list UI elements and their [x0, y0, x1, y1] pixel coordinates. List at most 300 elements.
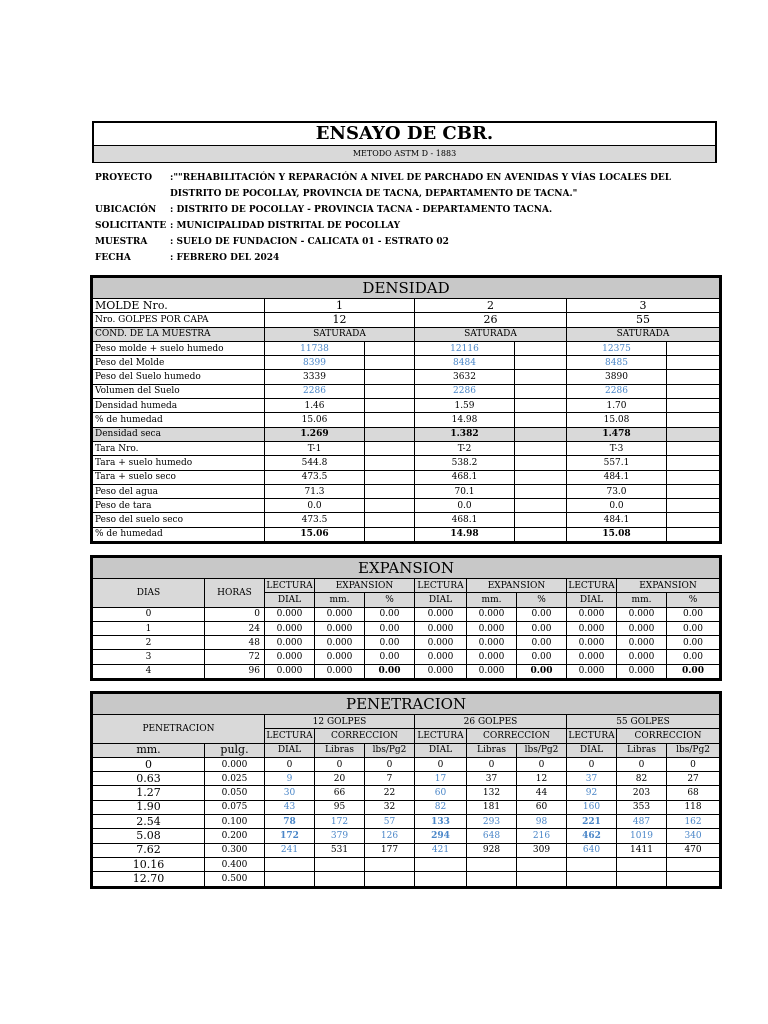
expansion-value: 0.00: [667, 636, 720, 650]
penetracion-value: 7: [365, 772, 415, 786]
row-value: T-3: [567, 441, 667, 455]
penetracion-value: 379: [315, 829, 365, 843]
cond-value: SATURADA: [265, 327, 415, 341]
empty-cell: [365, 413, 415, 427]
row-value: 0.0: [415, 499, 515, 513]
empty-cell: [667, 456, 720, 470]
penetracion-value: [365, 872, 415, 886]
row-value: 14.98: [415, 527, 515, 541]
dias-value: 4: [93, 664, 205, 678]
lbs-header: lbs/Pg2: [667, 743, 720, 757]
dial-header: DIAL: [265, 743, 315, 757]
penetracion-value: 68: [667, 786, 720, 800]
pulg-value: 0.100: [205, 815, 265, 829]
penetracion-value: 172: [315, 815, 365, 829]
penetracion-value: 0: [315, 757, 365, 771]
penetracion-value: [517, 872, 567, 886]
empty-cell: [515, 413, 567, 427]
cond-value: SATURADA: [415, 327, 567, 341]
empty-cell: [515, 456, 567, 470]
expansion-value: 0.000: [567, 664, 617, 678]
project-info: [95, 170, 735, 266]
penetracion-row: [93, 757, 720, 771]
penetracion-value: 32: [365, 800, 415, 814]
expansion-value: 0.000: [467, 636, 517, 650]
penetracion-value: 0: [667, 757, 720, 771]
empty-cell: [365, 513, 415, 527]
penetracion-value: 221: [567, 815, 617, 829]
row-label: Peso de tara: [93, 499, 265, 513]
expansion-row: [93, 664, 720, 678]
dias-value: 2: [93, 636, 205, 650]
row-value: 11738: [265, 341, 365, 355]
row-value: 538.2: [415, 456, 515, 470]
empty-cell: [365, 427, 415, 441]
penetracion-row: [93, 843, 720, 857]
penetracion-value: 928: [467, 843, 517, 857]
penetracion-value: [567, 872, 617, 886]
penetracion-value: [467, 857, 517, 871]
dias-value: 0: [93, 607, 205, 621]
empty-cell: [365, 370, 415, 384]
row-value: 557.1: [567, 456, 667, 470]
dial-header: DIAL: [415, 743, 467, 757]
dial-header: DIAL: [567, 593, 617, 607]
row-label: Peso del agua: [93, 484, 265, 498]
row-value: 3632: [415, 370, 515, 384]
penetracion-row: [93, 815, 720, 829]
empty-cell: [667, 499, 720, 513]
expansion-value: 0.00: [667, 664, 720, 678]
penetracion-value: 37: [567, 772, 617, 786]
penetracion-value: 340: [667, 829, 720, 843]
penetracion-value: [315, 872, 365, 886]
expansion-value: 0.000: [617, 650, 667, 664]
penetracion-value: 293: [467, 815, 517, 829]
dias-value: 3: [93, 650, 205, 664]
empty-cell: [365, 527, 415, 541]
golpes-label: Nro. GOLPES POR CAPA: [93, 313, 265, 327]
empty-cell: [667, 341, 720, 355]
penetracion-value: 43: [265, 800, 315, 814]
penetracion-value: 309: [517, 843, 567, 857]
molde-value: 3: [567, 299, 720, 313]
empty-cell: [667, 441, 720, 455]
penetracion-value: 0: [617, 757, 667, 771]
expansion-value: 0.000: [265, 636, 315, 650]
expansion-value: 0.00: [667, 621, 720, 635]
empty-cell: [365, 399, 415, 413]
pulg-value: 0.300: [205, 843, 265, 857]
empty-cell: [365, 470, 415, 484]
libras-header: Libras: [315, 743, 365, 757]
empty-cell: [365, 356, 415, 370]
row-value: 15.08: [567, 527, 667, 541]
expansion-title: EXPANSION: [93, 558, 720, 579]
row-value: 1.46: [265, 399, 365, 413]
pulg-value: 0.500: [205, 872, 265, 886]
expansion-value: 0.000: [265, 664, 315, 678]
penetracion-value: 640: [567, 843, 617, 857]
lectura-header: LECTURA: [265, 579, 315, 593]
empty-cell: [667, 399, 720, 413]
info-value: :""REHABILITACIÓN Y REPARACIÓN A NIVEL DE PARCHADO EN AVENIDAS Y VÍAS LOCALES DEL: [170, 173, 672, 183]
expansion-value: 0.000: [265, 607, 315, 621]
pulg-value: 0.400: [205, 857, 265, 871]
info-value: : MUNICIPALIDAD DISTRITAL DE POCOLLAY: [170, 221, 401, 231]
row-value: 15.06: [265, 527, 365, 541]
penetracion-value: [315, 857, 365, 871]
mm-value: 2.54: [93, 815, 205, 829]
expansion-table: [92, 557, 720, 679]
empty-cell: [515, 427, 567, 441]
group-header: 26 GOLPES: [415, 715, 567, 729]
row-label: Densidad seca: [93, 427, 265, 441]
row-value: 484.1: [567, 513, 667, 527]
expansion-value: 0.000: [415, 607, 467, 621]
expansion-value: 0.00: [517, 607, 567, 621]
info-value: : FEBRERO DEL 2024: [170, 253, 280, 263]
penetracion-value: 241: [265, 843, 315, 857]
row-label: Tara + suelo humedo: [93, 456, 265, 470]
expansion-value: 0.00: [365, 621, 415, 635]
dial-header: DIAL: [415, 593, 467, 607]
expansion-value: 0.000: [467, 621, 517, 635]
correccion-header: CORRECCION: [617, 729, 720, 743]
densidad-row: [93, 370, 720, 384]
densidad-row: [93, 470, 720, 484]
penetracion-value: [415, 857, 467, 871]
penetracion-value: 78: [265, 815, 315, 829]
horas-header: HORAS: [205, 579, 265, 608]
densidad-table: [92, 277, 720, 542]
penetracion-row: [93, 772, 720, 786]
densidad-row: [93, 427, 720, 441]
expansion-row: [93, 650, 720, 664]
empty-cell: [515, 341, 567, 355]
expansion-header: EXPANSION: [467, 579, 567, 593]
mm-value: 7.62: [93, 843, 205, 857]
lbs-header: lbs/Pg2: [517, 743, 567, 757]
title-box: [92, 121, 717, 163]
info-key: FECHA: [95, 253, 131, 263]
empty-cell: [667, 427, 720, 441]
penetracion-value: 0: [567, 757, 617, 771]
empty-cell: [515, 441, 567, 455]
cond-label: COND. DE LA MUESTRA: [93, 327, 265, 341]
row-label: Densidad humeda: [93, 399, 265, 413]
row-value: 2286: [265, 384, 365, 398]
densidad-row: [93, 413, 720, 427]
penetracion-value: 60: [517, 800, 567, 814]
penetracion-value: 162: [667, 815, 720, 829]
penetracion-value: 216: [517, 829, 567, 843]
penetracion-value: 17: [415, 772, 467, 786]
horas-value: 96: [205, 664, 265, 678]
expansion-value: 0.000: [617, 607, 667, 621]
expansion-value: 0.000: [415, 636, 467, 650]
row-label: % de humedad: [93, 413, 265, 427]
penetracion-value: 648: [467, 829, 517, 843]
densidad-row: [93, 484, 720, 498]
expansion-value: 0.000: [315, 621, 365, 635]
horas-value: 48: [205, 636, 265, 650]
expansion-value: 0.000: [617, 664, 667, 678]
info-row: [95, 234, 735, 250]
row-value: T-1: [265, 441, 365, 455]
info-key: PROYECTO: [95, 173, 153, 183]
row-value: 1.269: [265, 427, 365, 441]
mm-header: mm.: [617, 593, 667, 607]
expansion-value: 0.000: [467, 664, 517, 678]
empty-cell: [667, 484, 720, 498]
densidad-row: [93, 513, 720, 527]
penetracion-value: 172: [265, 829, 315, 843]
pulg-value: 0.075: [205, 800, 265, 814]
row-value: 484.1: [567, 470, 667, 484]
info-row: [95, 170, 735, 186]
libras-header: Libras: [467, 743, 517, 757]
penetracion-value: 12: [517, 772, 567, 786]
dias-header: DIAS: [93, 579, 205, 608]
expansion-value: 0.00: [517, 650, 567, 664]
row-value: 2286: [567, 384, 667, 398]
expansion-row: [93, 636, 720, 650]
empty-cell: [667, 527, 720, 541]
penetracion-title: PENETRACION: [93, 694, 720, 715]
penetracion-value: [617, 872, 667, 886]
expansion-value: 0.00: [365, 664, 415, 678]
expansion-value: 0.000: [467, 650, 517, 664]
row-value: 12375: [567, 341, 667, 355]
penetracion-value: 531: [315, 843, 365, 857]
golpes-value: 12: [265, 313, 415, 327]
expansion-value: 0.000: [415, 621, 467, 635]
row-value: 8484: [415, 356, 515, 370]
penetracion-value: 132: [467, 786, 517, 800]
lectura-header: LECTURA: [567, 729, 617, 743]
expansion-value: 0.00: [365, 650, 415, 664]
horas-value: 0: [205, 607, 265, 621]
densidad-row: [93, 399, 720, 413]
empty-cell: [515, 513, 567, 527]
row-value: 473.5: [265, 513, 365, 527]
penetracion-value: [667, 857, 720, 871]
expansion-header: EXPANSION: [315, 579, 415, 593]
pulg-value: 0.050: [205, 786, 265, 800]
row-value: 473.5: [265, 470, 365, 484]
expansion-value: 0.000: [617, 636, 667, 650]
lectura-header: LECTURA: [265, 729, 315, 743]
penetracion-value: 0: [517, 757, 567, 771]
row-value: 3339: [265, 370, 365, 384]
row-label: Volumen del Suelo: [93, 384, 265, 398]
mm-header: mm.: [93, 743, 205, 757]
penetracion-value: 294: [415, 829, 467, 843]
row-value: 468.1: [415, 470, 515, 484]
penetracion-value: 0: [265, 757, 315, 771]
penetracion-value: 181: [467, 800, 517, 814]
row-label: Peso del suelo seco: [93, 513, 265, 527]
info-key: SOLICITANTE: [95, 221, 167, 231]
penetracion-value: [265, 872, 315, 886]
penetracion-value: 1019: [617, 829, 667, 843]
penetracion-value: 30: [265, 786, 315, 800]
row-label: Peso molde + suelo humedo: [93, 341, 265, 355]
expansion-value: 0.000: [315, 664, 365, 678]
penetracion-value: 44: [517, 786, 567, 800]
penetracion-value: 37: [467, 772, 517, 786]
penetracion-value: [617, 857, 667, 871]
penetracion-value: 177: [365, 843, 415, 857]
expansion-value: 0.000: [567, 650, 617, 664]
penetracion-value: 9: [265, 772, 315, 786]
expansion-value: 0.000: [567, 607, 617, 621]
penetracion-value: 0: [415, 757, 467, 771]
molde-value: 1: [265, 299, 415, 313]
group-header: 55 GOLPES: [567, 715, 720, 729]
pct-header: %: [667, 593, 720, 607]
expansion-value: 0.00: [517, 636, 567, 650]
empty-cell: [515, 356, 567, 370]
mm-header: mm.: [315, 593, 365, 607]
expansion-value: 0.00: [667, 607, 720, 621]
penetracion-value: 57: [365, 815, 415, 829]
mm-value: 0.63: [93, 772, 205, 786]
mm-value: 10.16: [93, 857, 205, 871]
empty-cell: [515, 527, 567, 541]
empty-cell: [667, 513, 720, 527]
row-value: 12116: [415, 341, 515, 355]
expansion-value: 0.000: [265, 621, 315, 635]
penetracion-value: 203: [617, 786, 667, 800]
empty-cell: [515, 399, 567, 413]
penetracion-value: [667, 872, 720, 886]
expansion-row: [93, 621, 720, 635]
penetracion-value: 353: [617, 800, 667, 814]
correccion-header: CORRECCION: [315, 729, 415, 743]
penetracion-row: [93, 800, 720, 814]
row-value: 15.06: [265, 413, 365, 427]
densidad-row: [93, 527, 720, 541]
expansion-value: 0.00: [365, 636, 415, 650]
penetracion-value: 118: [667, 800, 720, 814]
row-value: 14.98: [415, 413, 515, 427]
group-header: 12 GOLPES: [265, 715, 415, 729]
penetracion-value: 98: [517, 815, 567, 829]
penetracion-row: [93, 829, 720, 843]
penetracion-value: [517, 857, 567, 871]
row-label: % de humedad: [93, 527, 265, 541]
cond-value: SATURADA: [567, 327, 720, 341]
dial-header: DIAL: [567, 743, 617, 757]
row-value: 1.70: [567, 399, 667, 413]
expansion-value: 0.00: [667, 650, 720, 664]
penetracion-value: 92: [567, 786, 617, 800]
empty-cell: [667, 470, 720, 484]
row-value: 1.478: [567, 427, 667, 441]
row-value: 2286: [415, 384, 515, 398]
penetracion-value: 1411: [617, 843, 667, 857]
penetracion-value: [365, 857, 415, 871]
densidad-row: [93, 499, 720, 513]
pct-header: %: [517, 593, 567, 607]
penetracion-table: [92, 693, 720, 887]
expansion-value: 0.00: [365, 607, 415, 621]
penetracion-value: [567, 857, 617, 871]
penetracion-value: 160: [567, 800, 617, 814]
empty-cell: [667, 370, 720, 384]
penetracion-value: [415, 872, 467, 886]
densidad-row: [93, 341, 720, 355]
row-value: 8485: [567, 356, 667, 370]
lectura-header: LECTURA: [415, 579, 467, 593]
row-value: T-2: [415, 441, 515, 455]
penetracion-value: 421: [415, 843, 467, 857]
row-value: 8399: [265, 356, 365, 370]
penetracion-value: 82: [415, 800, 467, 814]
mm-value: 1.27: [93, 786, 205, 800]
row-label: Peso del Molde: [93, 356, 265, 370]
empty-cell: [365, 341, 415, 355]
penetracion-value: 22: [365, 786, 415, 800]
empty-cell: [515, 384, 567, 398]
pulg-value: 0.025: [205, 772, 265, 786]
empty-cell: [515, 470, 567, 484]
expansion-value: 0.000: [415, 664, 467, 678]
row-label: Tara Nro.: [93, 441, 265, 455]
densidad-row: [93, 356, 720, 370]
molde-value: 2: [415, 299, 567, 313]
mm-header: mm.: [467, 593, 517, 607]
penetracion-header: PENETRACION: [93, 715, 265, 744]
row-value: 15.08: [567, 413, 667, 427]
row-label: Peso del Suelo humedo: [93, 370, 265, 384]
penetracion-value: 487: [617, 815, 667, 829]
row-value: 1.59: [415, 399, 515, 413]
penetracion-value: 462: [567, 829, 617, 843]
penetracion-row: [93, 857, 720, 871]
row-value: 70.1: [415, 484, 515, 498]
mm-value: 12.70: [93, 872, 205, 886]
row-value: 544.8: [265, 456, 365, 470]
expansion-value: 0.000: [415, 650, 467, 664]
row-value: 468.1: [415, 513, 515, 527]
empty-cell: [515, 499, 567, 513]
penetracion-row: [93, 786, 720, 800]
molde-label: MOLDE Nro.: [93, 299, 265, 313]
penetracion-row: [93, 872, 720, 886]
correccion-header: CORRECCION: [467, 729, 567, 743]
pct-header: %: [365, 593, 415, 607]
row-value: 71.3: [265, 484, 365, 498]
empty-cell: [515, 484, 567, 498]
expansion-value: 0.000: [467, 607, 517, 621]
expansion-value: 0.000: [315, 607, 365, 621]
info-row: [95, 250, 735, 266]
info-row: [95, 186, 735, 202]
expansion-value: 0.000: [315, 650, 365, 664]
mm-value: 1.90: [93, 800, 205, 814]
pulg-header: pulg.: [205, 743, 265, 757]
row-value: 3890: [567, 370, 667, 384]
expansion-value: 0.000: [567, 636, 617, 650]
penetracion-value: 66: [315, 786, 365, 800]
info-value: : SUELO DE FUNDACION - CALICATA 01 - ESTRATO 02: [170, 237, 449, 247]
expansion-row: [93, 607, 720, 621]
lectura-header: LECTURA: [567, 579, 617, 593]
mm-value: 5.08: [93, 829, 205, 843]
